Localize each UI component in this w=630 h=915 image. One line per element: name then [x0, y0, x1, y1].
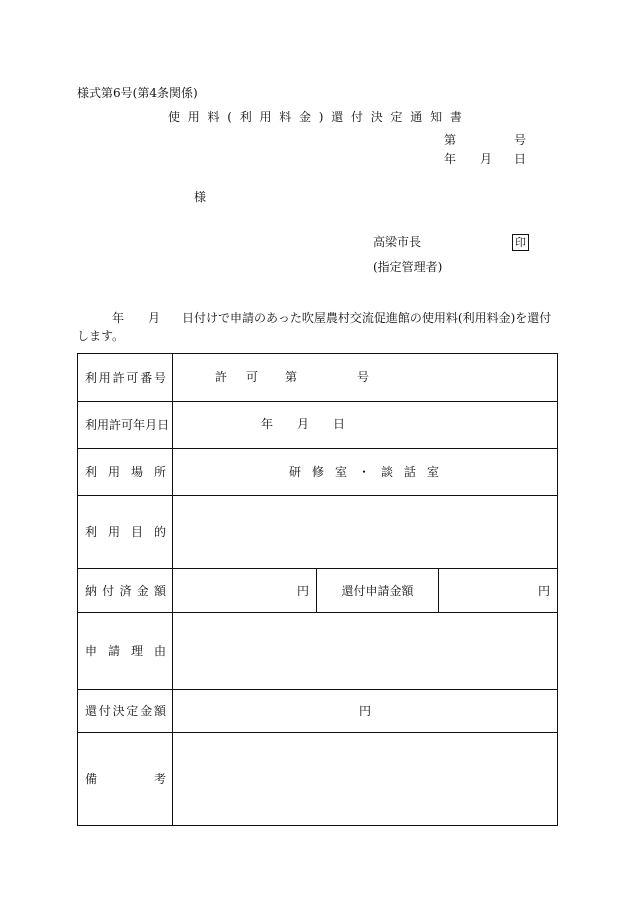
body-text-line2: します。	[77, 329, 125, 343]
label-reason: 申 請 理 由	[78, 613, 173, 690]
value-decision-amount[interactable]	[173, 690, 558, 733]
label-decision-amount: 還 付 決 定 金 額	[78, 690, 173, 733]
label-remarks: 備 考	[78, 733, 173, 826]
value-purpose[interactable]	[173, 496, 558, 569]
label-permit-date: 利 用 許 可 年 月 日	[78, 402, 173, 449]
date-year-label: 年	[444, 152, 457, 166]
permit-date-year: 年	[261, 417, 274, 431]
permit-date-day: 日	[333, 417, 346, 431]
value-paid-amount[interactable]	[173, 569, 317, 613]
form-number: 様式第6号(第4条関係)	[77, 86, 198, 100]
label-permit-number: 利 用 許 可 番 号	[78, 354, 173, 402]
date-day-label: 日	[514, 152, 527, 166]
permit-date-month: 月	[297, 417, 310, 431]
table-row	[78, 733, 558, 826]
table-row	[78, 496, 558, 569]
designated-manager: (指定管理者)	[373, 260, 443, 274]
doc-number-suffix: 号	[514, 133, 527, 147]
table-row	[78, 354, 558, 402]
permit-suffix: 号	[357, 369, 370, 384]
value-reason[interactable]	[173, 613, 558, 690]
label-refund-request: 還付申請金額	[317, 569, 439, 613]
label-purpose: 利 用 目 的	[78, 496, 173, 569]
value-remarks[interactable]	[173, 733, 558, 826]
doc-number-prefix: 第	[444, 133, 457, 147]
place-value: 研 修 室 ・ 談 話 室	[289, 465, 439, 479]
value-permit-number[interactable]	[173, 354, 558, 402]
body-month-label: 月	[148, 311, 161, 325]
refund-unit: 円	[538, 583, 551, 598]
table-row	[78, 613, 558, 690]
table-row	[78, 690, 558, 733]
value-refund-request[interactable]	[439, 569, 558, 613]
permit-middle: 第	[285, 369, 298, 384]
date-month-label: 月	[480, 152, 493, 166]
permit-prefix: 許可	[215, 369, 278, 384]
addressee-honorific: 様	[194, 190, 207, 204]
seal-box: 印	[512, 234, 529, 251]
value-place[interactable]	[173, 449, 558, 496]
document-title	[168, 111, 462, 123]
decision-unit: 円	[359, 704, 372, 718]
document-title-spread: 使 用 料 ( 利 用 料 金 ) 還 付 決 定 通 知 書	[168, 110, 462, 124]
value-permit-date[interactable]	[173, 402, 558, 449]
table-row	[78, 569, 558, 613]
label-paid-amount: 納 付 済 金 額	[78, 569, 173, 613]
table-row	[78, 402, 558, 449]
form-table	[77, 353, 558, 826]
issuer-name: 高梁市長	[373, 235, 422, 249]
label-place: 利 用 場 所	[78, 449, 173, 496]
table-row	[78, 449, 558, 496]
paid-unit: 円	[296, 583, 309, 598]
body-year-label: 年	[112, 311, 125, 325]
body-text-line1: 日付けで申請のあった吹屋農村交流促進館の使用料(利用料金)を還付	[182, 311, 552, 325]
